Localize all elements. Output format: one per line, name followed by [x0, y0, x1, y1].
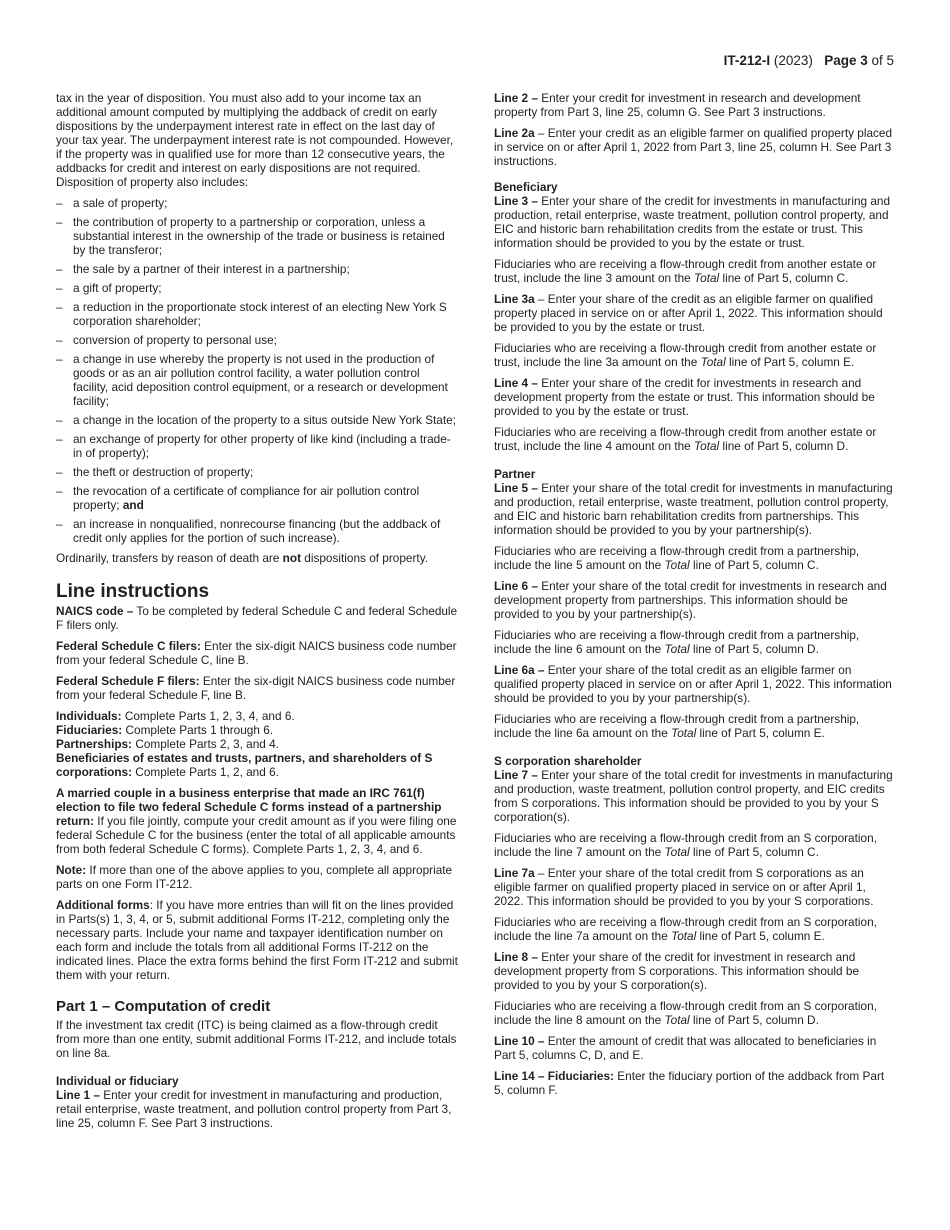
form-year: (2023) — [770, 53, 813, 68]
line-instructions-heading: Line instructions — [56, 581, 210, 602]
death-transfer-note: Ordinarily, transfers by reason of death are not dispositions of property. — [56, 551, 428, 565]
list-item: – a change in the location of the property to a situs outside New York State; — [56, 413, 458, 427]
line6a-paragraph: Line 6a – Enter your share of the total credit as an eligible farmer on qualified property placed in service on or after April 1, 2022. This information should be provided to you by your partnership(s). — [494, 663, 892, 705]
fiduciary-line3a-paragraph: Fiduciaries who are receiving a flow-through credit from another estate or trust, include the line 3a amount on the Total line of Part 5, column E. — [494, 341, 877, 369]
line7-paragraph: Line 7 – Enter your share of the total credit for investments in manufacturing and production, waste treatment, pollution control property, and EIC credits from S corporations. This information should be provided to you by your S corporation(s). — [494, 768, 893, 824]
list-item: – a change in use whereby the property is not used in the production of goods or as an air pollution control facility, a water pollution control facility, acid deposition control equipment, or a research or development facility; — [56, 352, 458, 408]
line5-paragraph: Line 5 – Enter your share of the total credit for investments in manufacturing and production, retail enterprise, waste treatment, pollution control property, and EIC and historic barn rehabilitation credits from partnerships. This information should be provided to you by your partnership(s). — [494, 481, 893, 537]
part1-paragraph: If the investment tax credit (ITC) is being claimed as a flow-through credit from more than one entity, submit additional Forms IT-212, and include totals on line 8a. — [56, 1018, 457, 1060]
dispositions-list — [56, 196, 458, 545]
line8-paragraph: Line 8 – Enter your share of the credit for investment in research and development property from S corporations. This information should be provided to you by your S corporation(s). — [494, 950, 860, 992]
line3a-paragraph: Line 3a – Enter your share of the credit as an eligible farmer on qualified property placed in service on or after April 1, 2022. This information should be provided to you by the estate or trust. — [494, 292, 883, 334]
part1-heading: Part 1 – Computation of credit — [56, 998, 271, 1015]
fiduciary-line5-paragraph: Fiduciaries who are receiving a flow-through credit from a partnership, include the line 5 amount on the Total line of Part 5, column C. — [494, 544, 860, 572]
fiduciary-line4-paragraph: Fiduciaries who are receiving a flow-through credit from another estate or trust, include the line 4 amount on the Total line of Part 5, column D. — [494, 425, 877, 453]
fiduciary-line8-paragraph: Fiduciaries who are receiving a flow-through credit from an S corporation, include the line 8 amount on the Total line of Part 5, column D. — [494, 999, 877, 1027]
list-item: – a reduction in the proportionate stock interest of an electing New York S corporation shareholder; — [56, 300, 458, 328]
list-item: – a sale of property; — [56, 196, 458, 210]
line6-paragraph: Line 6 – Enter your share of the total credit for investments in research and development property from partnerships. This information should be provided to you by your partnership(s). — [494, 579, 887, 621]
line2-paragraph: Line 2 – Enter your credit for investment in research and development property from Part 3, line 25, column G. See Part 3 instructions. — [494, 91, 861, 119]
list-item: – a gift of property; — [56, 281, 458, 295]
page-of: of 5 — [867, 53, 894, 68]
form-number: IT-212-I — [723, 53, 771, 68]
list-item: – conversion of property to personal use; — [56, 333, 458, 347]
line10-paragraph: Line 10 – Enter the amount of credit that was allocated to beneficiaries in Part 5, columns C, D, and E. — [494, 1034, 877, 1062]
individual-fiduciary-heading: Individual or fiduciary — [56, 1074, 179, 1088]
right-column — [494, 91, 896, 1104]
married-couple-paragraph: A married couple in a business enterprise that made an IRC 761(f) election to file two federal Schedule C forms instead of a partnership return: If you file jointly, compute your credit amount as if you were filing one federal Schedule C for the business (enter the total of all applicable amounts from both federal Schedule C forms). Complete Parts 1, 2, 3, 4, and 6. — [56, 786, 457, 856]
beneficiary-heading: Beneficiary — [494, 180, 558, 194]
list-item: – an exchange of property for other property of like kind (including a trade-in of property); — [56, 432, 458, 460]
s-corporation-heading: S corporation shareholder — [494, 754, 642, 768]
line3-paragraph: Line 3 – Enter your share of the credit for investments in manufacturing and production, retail enterprise, waste treatment, pollution control property, and EIC and historic barn rehabilitation credits from the estate or trust. This information should be provided to you by the estate or trust. — [494, 194, 891, 250]
schedule-f-paragraph: Federal Schedule F filers: Enter the six-digit NAICS business code number from your federal Schedule F, line B. — [56, 674, 456, 702]
list-item: – the sale by a partner of their interest in a partnership; — [56, 262, 458, 276]
line1-paragraph: Line 1 – Enter your credit for investment in manufacturing and production, retail enterprise, waste treatment, and pollution control property from Part 3, line 25, column F. See Part 3 instructions. — [56, 1088, 452, 1130]
line2a-paragraph: Line 2a – Enter your credit as an eligible farmer on qualified property placed in service on or after April 1, 2022 from Part 3, line 25, column H. See Part 3 instructions. — [494, 126, 893, 168]
and-word: and — [122, 498, 144, 512]
left-column — [56, 91, 458, 1137]
line4-paragraph: Line 4 – Enter your share of the credit for investments in research and development property from the estate or trust. This information should be provided to you by the estate or trust. — [494, 376, 875, 418]
page-label: Page 3 — [824, 53, 868, 68]
naics-paragraph: NAICS code – To be completed by federal Schedule C and federal Schedule F filers only. — [56, 604, 458, 632]
filer-parts-paragraph: Individuals: Complete Parts 1, 2, 3, 4, and 6. Fiduciaries: Complete Parts 1 through 6. Partnerships: Complete Parts 2, 3, and 4. Beneficiaries of estates and trusts, partners, and shareholders of S corporations: Complete Parts 1, 2, and 6. — [56, 709, 433, 779]
list-item — [56, 484, 458, 512]
list-item: – an increase in nonqualified, nonrecourse financing (but the addback of credit only applies for the portion of such increase). — [56, 517, 458, 545]
list-item-text: the revocation of a certificate of compliance for air pollution control property; — [73, 484, 420, 512]
list-item: – the contribution of property to a partnership or corporation, unless a substantial interest in the ownership of the trade or business is retained by the transferor; — [56, 215, 458, 257]
note-paragraph: Note: If more than one of the above applies to you, complete all appropriate parts on one Form IT-212. — [56, 863, 453, 891]
intro-paragraph: tax in the year of disposition. You must also add to your income tax an additional amount computed by multiplying the addback of credit on early dispositions by the underpayment interest rate in effect on the last day of your tax year. The underpayment interest rate is not compounded. However, if the property was in qualified use for more than 12 consecutive years, the addbacks for credit and interest on early dispositions are not required. Disposition of property also includes: — [56, 91, 454, 189]
list-item: – the theft or destruction of property; — [56, 465, 458, 479]
fiduciary-line6-paragraph: Fiduciaries who are receiving a flow-through credit from a partnership, include the line 6 amount on the Total line of Part 5, column D. — [494, 628, 860, 656]
fiduciary-line7a-paragraph: Fiduciaries who are receiving a flow-through credit from an S corporation, include the line 7a amount on the Total line of Part 5, column E. — [494, 915, 877, 943]
fiduciary-line3-paragraph: Fiduciaries who are receiving a flow-through credit from another estate or trust, include the line 3 amount on the Total line of Part 5, column C. — [494, 257, 877, 285]
fiduciary-line7-paragraph: Fiduciaries who are receiving a flow-through credit from an S corporation, include the line 7 amount on the Total line of Part 5, column C. — [494, 831, 877, 859]
additional-forms-paragraph: Additional forms: If you have more entries than will fit on the lines provided in Parts(s) 1, 3, 4, or 5, submit additional Forms IT-212, completing only the necessary parts. Include your name and taxpayer identification number on each form and include the totals from all additional Forms IT-212 on the indicated lines. Place the extra forms behind the first Form IT-212 and submit them with your return. — [56, 898, 458, 982]
page-header — [724, 53, 894, 69]
fiduciary-line6a-paragraph: Fiduciaries who are receiving a flow-through credit from a partnership, include the line 6a amount on the Total line of Part 5, column E. — [494, 712, 860, 740]
line7a-paragraph: Line 7a – Enter your share of the total credit from S corporations as an eligible farmer on qualified property placed in service on or after April 1, 2022. This information should be provided to you by your S corporations. — [494, 866, 874, 908]
partner-heading: Partner — [494, 467, 536, 481]
line14-paragraph: Line 14 – Fiduciaries: Enter the fiduciary portion of the addback from Part 5, column F. — [494, 1069, 885, 1097]
schedule-c-paragraph: Federal Schedule C filers: Enter the six-digit NAICS business code number from your federal Schedule C, line B. — [56, 639, 457, 667]
